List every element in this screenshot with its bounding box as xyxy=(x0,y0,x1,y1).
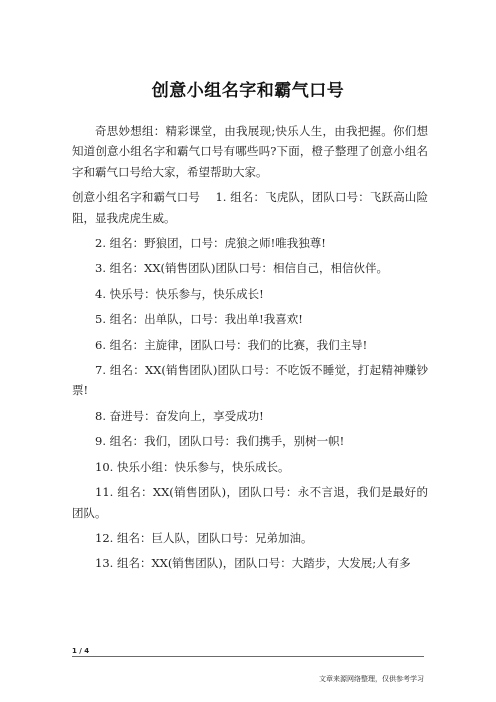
list-item: 3. 组名：XX(销售团队)团队口号：相信自己，相信伙伴。 xyxy=(95,261,388,276)
intro-paragraph: 奇思妙想组：精彩课堂，由我展现;快乐人生，由我把握。你们想知道创意小组名字和霸气口号有哪些吗?下面，橙子整理了创意小组名字和霸气口号给大家，希望帮助大家。 xyxy=(72,124,428,179)
list-item: 6. 组名：主旋律，团队口号：我们的比赛，我们主导! xyxy=(95,337,368,352)
list-item: 9. 组名：我们，团队口号：我们携手，别树一帜! xyxy=(95,434,345,449)
list-heading-paragraph: 创意小组名字和霸气口号 1. 组名：飞虎队，团队口号：飞跃高山险阻，显我虎虎生威。 xyxy=(72,190,428,225)
list-item: 5. 组名：出单队，口号：我出单!我喜欢! xyxy=(95,312,303,327)
list-item: 12. 组名：巨人队，团队口号：兄弟加油。 xyxy=(95,530,313,545)
document-title: 创意小组名字和霸气口号 xyxy=(151,81,345,101)
list-item: 7. 组名：XX(销售团队)团队口号：不吃饭不睡觉，打起精神赚钞票! xyxy=(72,363,428,398)
list-item: 8. 奋进号：奋发向上，享受成功! xyxy=(95,408,264,423)
list-item: 2. 组名：野狼团，口号：虎狼之师!唯我独尊! xyxy=(95,236,326,251)
document-body xyxy=(72,121,428,579)
list-item: 10. 快乐小组：快乐参与，快乐成长。 xyxy=(95,459,290,474)
footer-divider xyxy=(72,656,424,657)
page-number: 1 / 4 xyxy=(72,647,90,655)
list-item: 13. 组名：XX(销售团队)，团队口号：大踏步，大发展;人有多 xyxy=(95,556,411,571)
footer-note: 文章来源网络整理，仅供参考学习 xyxy=(319,675,424,683)
list-item: 4. 快乐号：快乐参与，快乐成长! xyxy=(95,286,264,301)
list-item: 11. 组名：XX(销售团队)，团队口号：永不言退，我们是最好的团队。 xyxy=(72,485,428,520)
